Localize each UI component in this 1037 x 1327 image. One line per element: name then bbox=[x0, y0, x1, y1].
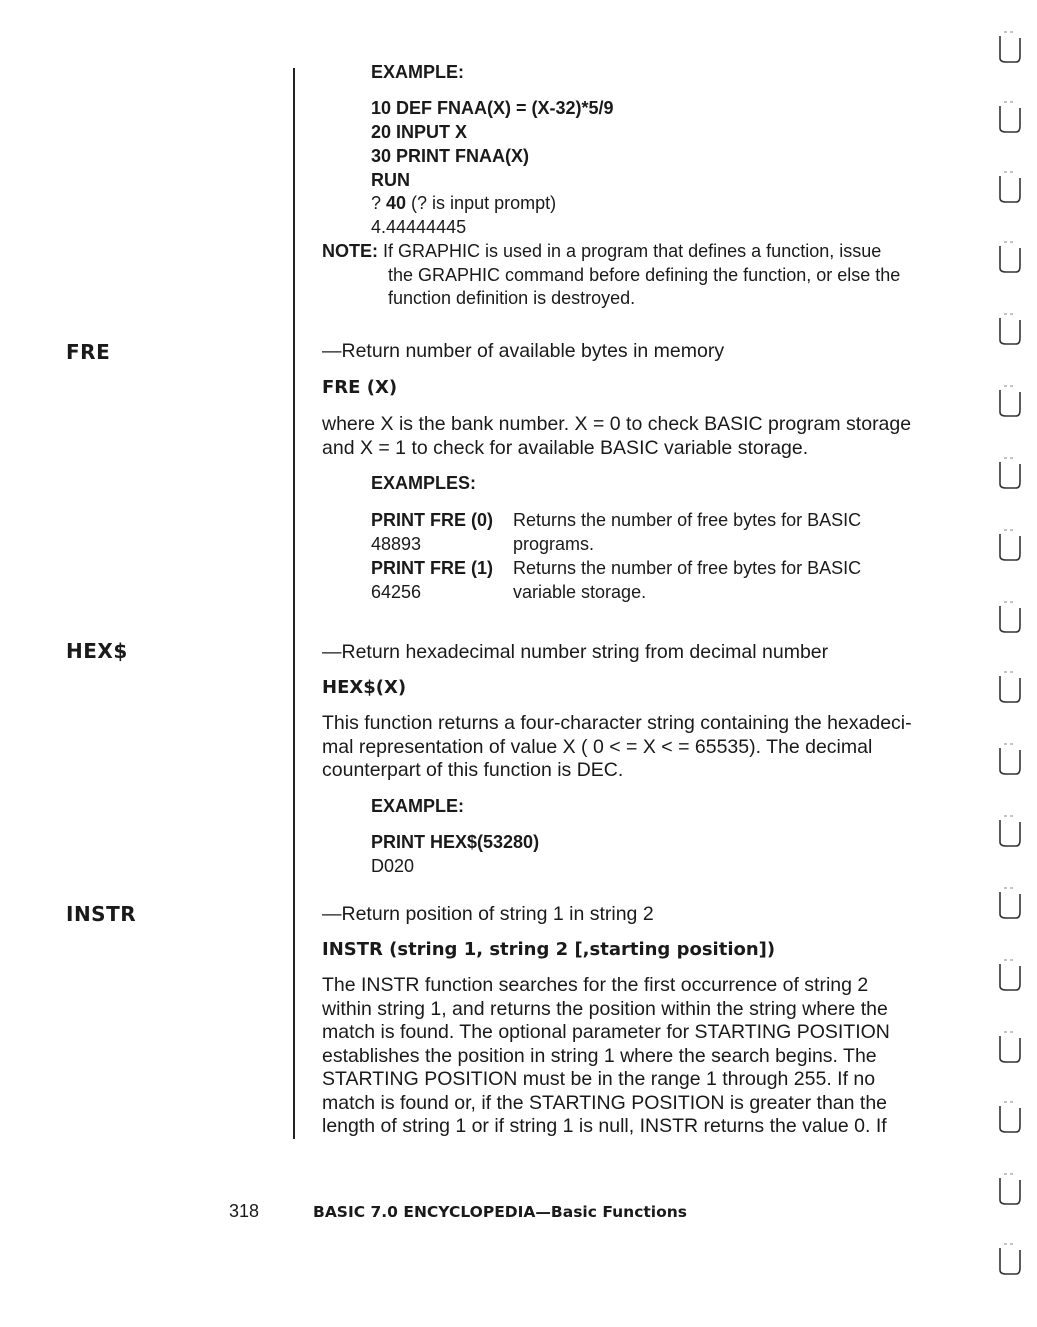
prompt-input: 40 bbox=[386, 193, 407, 213]
table-row bbox=[371, 580, 861, 604]
column-divider bbox=[293, 68, 295, 1139]
instr-description: —Return position of string 1 in string 2 bbox=[322, 903, 654, 925]
body-line: STARTING POSITION must be in the range 1 through 255. If no bbox=[322, 1068, 876, 1090]
side-label-hex: HEX$ bbox=[66, 639, 128, 663]
table-row bbox=[371, 532, 861, 556]
example-heading: EXAMPLE: bbox=[371, 62, 465, 82]
body-line: match is found. The optional parameter for STARTING POSITION bbox=[322, 1021, 890, 1043]
running-title: BASIC 7.0 ENCYCLOPEDIA—Basic Functions bbox=[313, 1203, 688, 1221]
prompt-line bbox=[371, 192, 556, 216]
examples-heading: EXAMPLES: bbox=[371, 473, 477, 493]
fre-examples-table bbox=[371, 508, 861, 604]
example-description: programs. bbox=[513, 534, 595, 554]
code-line: 20 INPUT X bbox=[371, 122, 468, 142]
body-line: match is found or, if the STARTING POSITION is greater than the bbox=[322, 1091, 888, 1114]
binder-hole-icon bbox=[988, 168, 1028, 208]
code-block bbox=[371, 96, 614, 192]
code-line: RUN bbox=[371, 170, 410, 190]
example-description: Returns the number of free bytes for BASIC bbox=[513, 558, 862, 578]
binder-hole-icon bbox=[988, 28, 1028, 68]
note-label: NOTE: bbox=[322, 241, 378, 261]
binder-hole-icon bbox=[988, 812, 1028, 852]
fre-syntax: FRE (X) bbox=[322, 377, 398, 398]
body-line: length of string 1 or if string 1 is null, INSTR returns the value 0. If bbox=[322, 1115, 887, 1137]
example-heading: EXAMPLE: bbox=[371, 796, 465, 816]
body-line: mal representation of value X ( 0 < = X < = 65535). The decimal bbox=[322, 735, 873, 758]
body-line: where X is the bank number. X = 0 to check BASIC program storage bbox=[322, 413, 912, 435]
example-description: variable storage. bbox=[513, 582, 647, 602]
side-label-fre: FRE bbox=[66, 340, 111, 364]
binder-hole-icon bbox=[988, 238, 1028, 278]
binder-hole-icon bbox=[988, 454, 1028, 494]
hex-body bbox=[322, 712, 962, 783]
binder-hole-icon bbox=[988, 740, 1028, 780]
note-line: function definition is destroyed. bbox=[388, 288, 636, 308]
binder-hole-icon bbox=[988, 526, 1028, 566]
binder-hole-icon bbox=[988, 1098, 1028, 1138]
example-command: PRINT FRE (1) bbox=[371, 558, 494, 578]
note-block bbox=[322, 240, 962, 311]
binder-hole-icon bbox=[988, 310, 1028, 350]
binder-hole-icon bbox=[988, 98, 1028, 138]
fre-description: —Return number of available bytes in memory bbox=[322, 340, 725, 362]
code-line: 30 PRINT FNAA(X) bbox=[371, 146, 530, 166]
binder-hole-icon bbox=[988, 382, 1028, 422]
example-description: Returns the number of free bytes for BASIC bbox=[513, 510, 862, 530]
hex-example-code: PRINT HEX$(53280) bbox=[371, 832, 540, 852]
body-line: establishes the position in string 1 where the search begins. The bbox=[322, 1044, 877, 1067]
body-line: within string 1, and returns the position within the string where the bbox=[322, 997, 888, 1020]
binder-hole-icon bbox=[988, 956, 1028, 996]
hex-syntax: HEX$(X) bbox=[322, 677, 407, 698]
code-line: 10 DEF FNAA(X) = (X-32)*5/9 bbox=[371, 98, 614, 118]
body-line: and X = 1 to check for available BASIC variable storage. bbox=[322, 436, 809, 459]
binder-hole-icon bbox=[988, 1170, 1028, 1210]
binder-hole-icon bbox=[988, 1240, 1028, 1280]
example-command: 64256 bbox=[371, 582, 422, 602]
example-command: PRINT FRE (0) bbox=[371, 510, 494, 530]
body-line: counterpart of this function is DEC. bbox=[322, 759, 624, 781]
table-row bbox=[371, 556, 861, 580]
example-command: 48893 bbox=[371, 534, 422, 554]
fre-body bbox=[322, 413, 962, 460]
side-label-instr: INSTR bbox=[66, 902, 137, 926]
example-output: 4.44444445 bbox=[371, 217, 467, 237]
instr-body bbox=[322, 974, 962, 1139]
binder-hole-icon bbox=[988, 1028, 1028, 1068]
hex-description: —Return hexadecimal number string from decimal number bbox=[322, 641, 829, 663]
prompt-prefix: ? bbox=[371, 193, 387, 213]
instr-syntax: INSTR (string 1, string 2 [,starting position]) bbox=[322, 939, 776, 960]
hex-example-output: D020 bbox=[371, 856, 415, 876]
body-line: This function returns a four-character string containing the hexadeci- bbox=[322, 712, 912, 734]
note-line: If GRAPHIC is used in a program that defines a function, issue bbox=[378, 241, 882, 261]
prompt-note: (? is input prompt) bbox=[406, 193, 557, 213]
table-row bbox=[371, 508, 861, 532]
body-line: The INSTR function searches for the first occurrence of string 2 bbox=[322, 974, 869, 996]
note-line: the GRAPHIC command before defining the function, or else the bbox=[388, 264, 901, 285]
binder-hole-icon bbox=[988, 668, 1028, 708]
binder-hole-icon bbox=[988, 598, 1028, 638]
binder-hole-icon bbox=[988, 884, 1028, 924]
page-number: 318 bbox=[229, 1201, 260, 1221]
